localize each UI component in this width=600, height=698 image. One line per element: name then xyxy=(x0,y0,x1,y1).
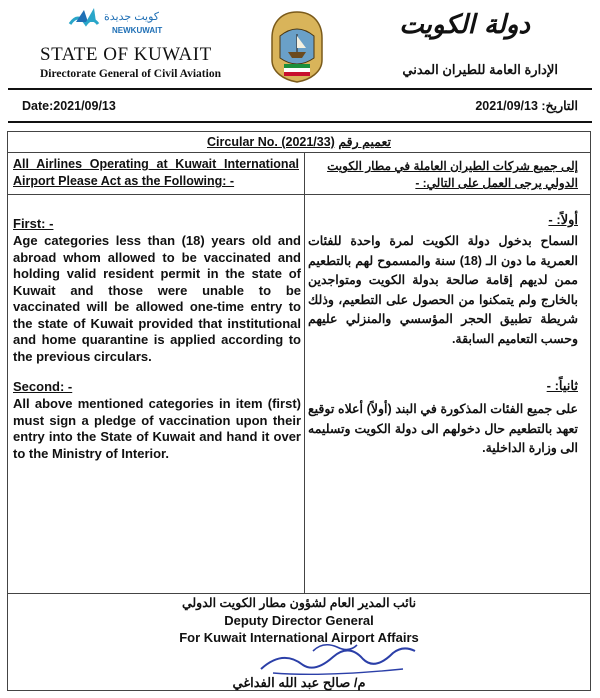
date-rule xyxy=(8,121,592,123)
circular-number-ar: تعميم رقم xyxy=(338,135,391,149)
date-en: Date:2021/09/13 xyxy=(22,99,116,113)
circular-number-row xyxy=(8,132,590,153)
letterhead xyxy=(0,0,600,92)
first-heading-en: First: - xyxy=(13,216,54,231)
address-ar: إلى جميع شركات الطيران العاملة في مطار الكويت الدولي يرجى العمل على التالي: - xyxy=(327,159,578,190)
logo-text-ar: كويت جديدة xyxy=(104,11,160,23)
directorate-en: Directorate General of Civil Aviation xyxy=(40,68,221,80)
circular-number-en: Circular No. (2021/33) xyxy=(207,135,335,149)
signature-divider xyxy=(8,593,590,594)
header-rule xyxy=(8,88,592,90)
logo-text-en: NEWKUWAIT xyxy=(112,26,163,35)
signatory-title-en: Deputy Director General xyxy=(224,613,374,628)
first-heading-ar: أولاً: - xyxy=(548,212,578,227)
first-body-en: Age categories less than (18) years old and abroad whom allowed to be vaccinated and holding valid resident permit in the state of Kuwait and those were unable to be vaccinated will be allowed one-time entry to the state of Kuwait provided that institutional and home quarantine is applied according to the previous circulars. xyxy=(13,233,301,364)
column-divider xyxy=(304,152,305,593)
kuwait-emblem-icon xyxy=(266,8,328,84)
date-ar: التاريخ: 2021/09/13 xyxy=(475,99,578,113)
address-en: All Airlines Operating at Kuwait International Airport Please Act as the Following: - xyxy=(13,157,299,188)
second-heading-ar: ثانياً: - xyxy=(546,378,578,393)
handwritten-signature xyxy=(253,639,423,679)
signatory-title-ar: نائب المدير العام لشؤون مطار الكويت الدولي xyxy=(181,596,417,610)
directorate-ar: الإدارة العامة للطيران المدني xyxy=(402,62,558,77)
second-heading-en: Second: - xyxy=(13,379,73,394)
second-body-ar: على جميع الفئات المذكورة في البند (أولاً) أعلاه توقيع تعهد بالتطعيم حال دخولهم الى دولة الكويت وتسليمه الى وزارة الداخلية. xyxy=(308,402,578,455)
state-title-ar: دولة الكويت xyxy=(399,10,530,40)
circular-table xyxy=(7,131,591,691)
first-body-ar: السماح بدخول دولة الكويت لمرة واحدة للفئات العمرية ما دون الـ (18) سنة والمسموح لهم بالتطعيم ممن لديهم إقامة صالحة بدولة الكويت ومتواجدين بالخارج ولم يتمكنوا من الحصول على التطعيم، وذلك شريطة تطبيق الحجر المؤسسي والمنزلي عليهم وحسب التعاميم السابقة. xyxy=(308,234,578,346)
state-title-en: STATE OF KUWAIT xyxy=(40,44,212,65)
signatory-office-en: For Kuwait International Airport Affairs xyxy=(179,630,419,645)
address-divider xyxy=(8,194,590,195)
signatory-name-ar: م/ صالح عبد الله الفداغي xyxy=(232,675,366,690)
second-body-en: All above mentioned categories in item (first) must sign a pledge of vaccination upon their entry into the State of Kuwait and hand it over to the Ministry of Interior. xyxy=(13,396,301,461)
